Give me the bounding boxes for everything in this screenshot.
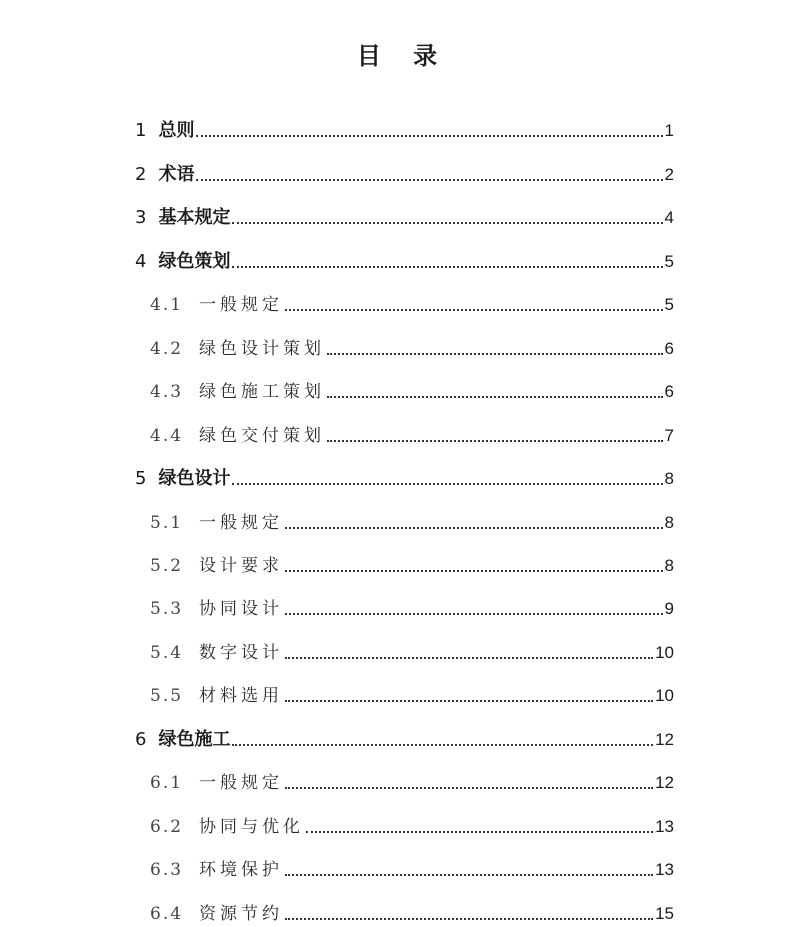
entry-title: 总则 (158, 120, 195, 141)
dot-leader (327, 353, 662, 355)
dot-leader (232, 222, 662, 224)
entry-page-number: 5 (664, 295, 674, 314)
entry-number: 5.5 (150, 686, 184, 706)
entry-title: 绿色策划 (158, 251, 231, 272)
toc-entry-section-4-1[interactable] (150, 292, 674, 318)
entry-title: 一般规定 (199, 773, 284, 793)
entry-page-number: 2 (664, 165, 674, 184)
entry-page-number: 8 (664, 556, 674, 575)
dot-leader (232, 266, 662, 268)
toc-entry-section-6-2[interactable] (150, 814, 674, 840)
entry-number: 2 (135, 164, 147, 185)
toc-entry-section-6-1[interactable] (150, 770, 674, 796)
entry-title: 绿色施工 (158, 729, 231, 750)
entry-number: 6 (135, 729, 147, 750)
entry-title: 基本规定 (158, 207, 231, 228)
toc-entry-chapter-4[interactable] (135, 249, 674, 275)
entry-number: 5 (135, 468, 147, 489)
entry-title: 环境保护 (199, 860, 284, 880)
dot-leader (285, 700, 653, 702)
dot-leader (232, 744, 653, 746)
entry-title: 绿色设计策划 (199, 339, 326, 359)
toc-entry-section-6-4[interactable] (150, 901, 674, 927)
entry-page-number: 6 (664, 339, 674, 358)
toc-entry-chapter-2[interactable] (135, 162, 674, 188)
entry-page-number: 10 (655, 643, 674, 662)
dot-leader (285, 787, 653, 789)
entry-number: 6.4 (150, 904, 184, 924)
entry-page-number: 8 (664, 469, 674, 488)
entry-number: 5.3 (150, 599, 184, 619)
entry-number: 6.2 (150, 817, 184, 837)
entry-page-number: 15 (655, 904, 674, 923)
entry-number: 4.3 (150, 382, 184, 402)
entry-page-number: 13 (655, 817, 674, 836)
toc-entry-section-5-4[interactable] (150, 640, 674, 666)
entry-page-number: 7 (664, 426, 674, 445)
entry-page-number: 12 (655, 730, 674, 749)
entry-page-number: 4 (664, 208, 674, 227)
dot-leader (327, 396, 662, 398)
dot-leader (327, 440, 662, 442)
entry-title: 术语 (158, 164, 195, 185)
toc-entry-chapter-1[interactable] (135, 118, 674, 144)
dot-leader (285, 874, 653, 876)
entry-page-number: 12 (655, 773, 674, 792)
toc-entry-section-5-2[interactable] (150, 553, 674, 579)
entry-title: 一般规定 (199, 513, 284, 533)
dot-leader (285, 657, 653, 659)
entry-page-number: 6 (664, 382, 674, 401)
dot-leader (285, 309, 662, 311)
entry-page-number: 10 (655, 686, 674, 705)
dot-leader (306, 831, 653, 833)
entry-title: 协同与优化 (199, 817, 305, 837)
dot-leader (285, 918, 653, 920)
dot-leader (285, 570, 662, 572)
toc-entry-section-4-3[interactable] (150, 379, 674, 405)
toc-entry-section-5-1[interactable] (150, 510, 674, 536)
entry-number: 5.1 (150, 513, 184, 533)
dot-leader (196, 179, 662, 181)
toc-entry-section-5-5[interactable] (150, 683, 674, 709)
toc-entry-section-4-4[interactable] (150, 423, 674, 449)
toc-title: 目 录 (356, 42, 450, 70)
entry-title: 协同设计 (199, 599, 284, 619)
entry-number: 1 (135, 120, 147, 141)
entry-number: 4.1 (150, 295, 184, 315)
entry-page-number: 8 (664, 513, 674, 532)
entry-page-number: 5 (664, 252, 674, 271)
entry-title: 一般规定 (199, 295, 284, 315)
entry-title: 材料选用 (199, 686, 284, 706)
entry-title: 资源节约 (199, 904, 284, 924)
entry-number: 3 (135, 207, 147, 228)
toc-entry-section-5-3[interactable] (150, 596, 674, 622)
entry-number: 5.2 (150, 556, 184, 576)
toc-entry-chapter-3[interactable] (135, 205, 674, 231)
entry-title: 数字设计 (199, 643, 284, 663)
toc-entry-chapter-5[interactable] (135, 466, 674, 492)
dot-leader (285, 527, 662, 529)
entry-page-number: 13 (655, 860, 674, 879)
toc-entry-section-6-3[interactable] (150, 857, 674, 883)
dot-leader (196, 135, 662, 137)
entry-number: 4 (135, 251, 147, 272)
dot-leader (232, 483, 662, 485)
toc-entry-section-4-2[interactable] (150, 336, 674, 362)
toc-entry-chapter-6[interactable] (135, 727, 674, 753)
dot-leader (285, 613, 662, 615)
entry-title: 设计要求 (199, 556, 284, 576)
entry-title: 绿色交付策划 (199, 426, 326, 446)
entry-title: 绿色施工策划 (199, 382, 326, 402)
entry-page-number: 9 (664, 599, 674, 618)
entry-number: 6.3 (150, 860, 184, 880)
entry-page-number: 1 (664, 121, 674, 140)
entry-number: 6.1 (150, 773, 184, 793)
entry-number: 5.4 (150, 643, 184, 663)
entry-number: 4.2 (150, 339, 184, 359)
entry-title: 绿色设计 (158, 468, 231, 489)
entry-number: 4.4 (150, 426, 184, 446)
